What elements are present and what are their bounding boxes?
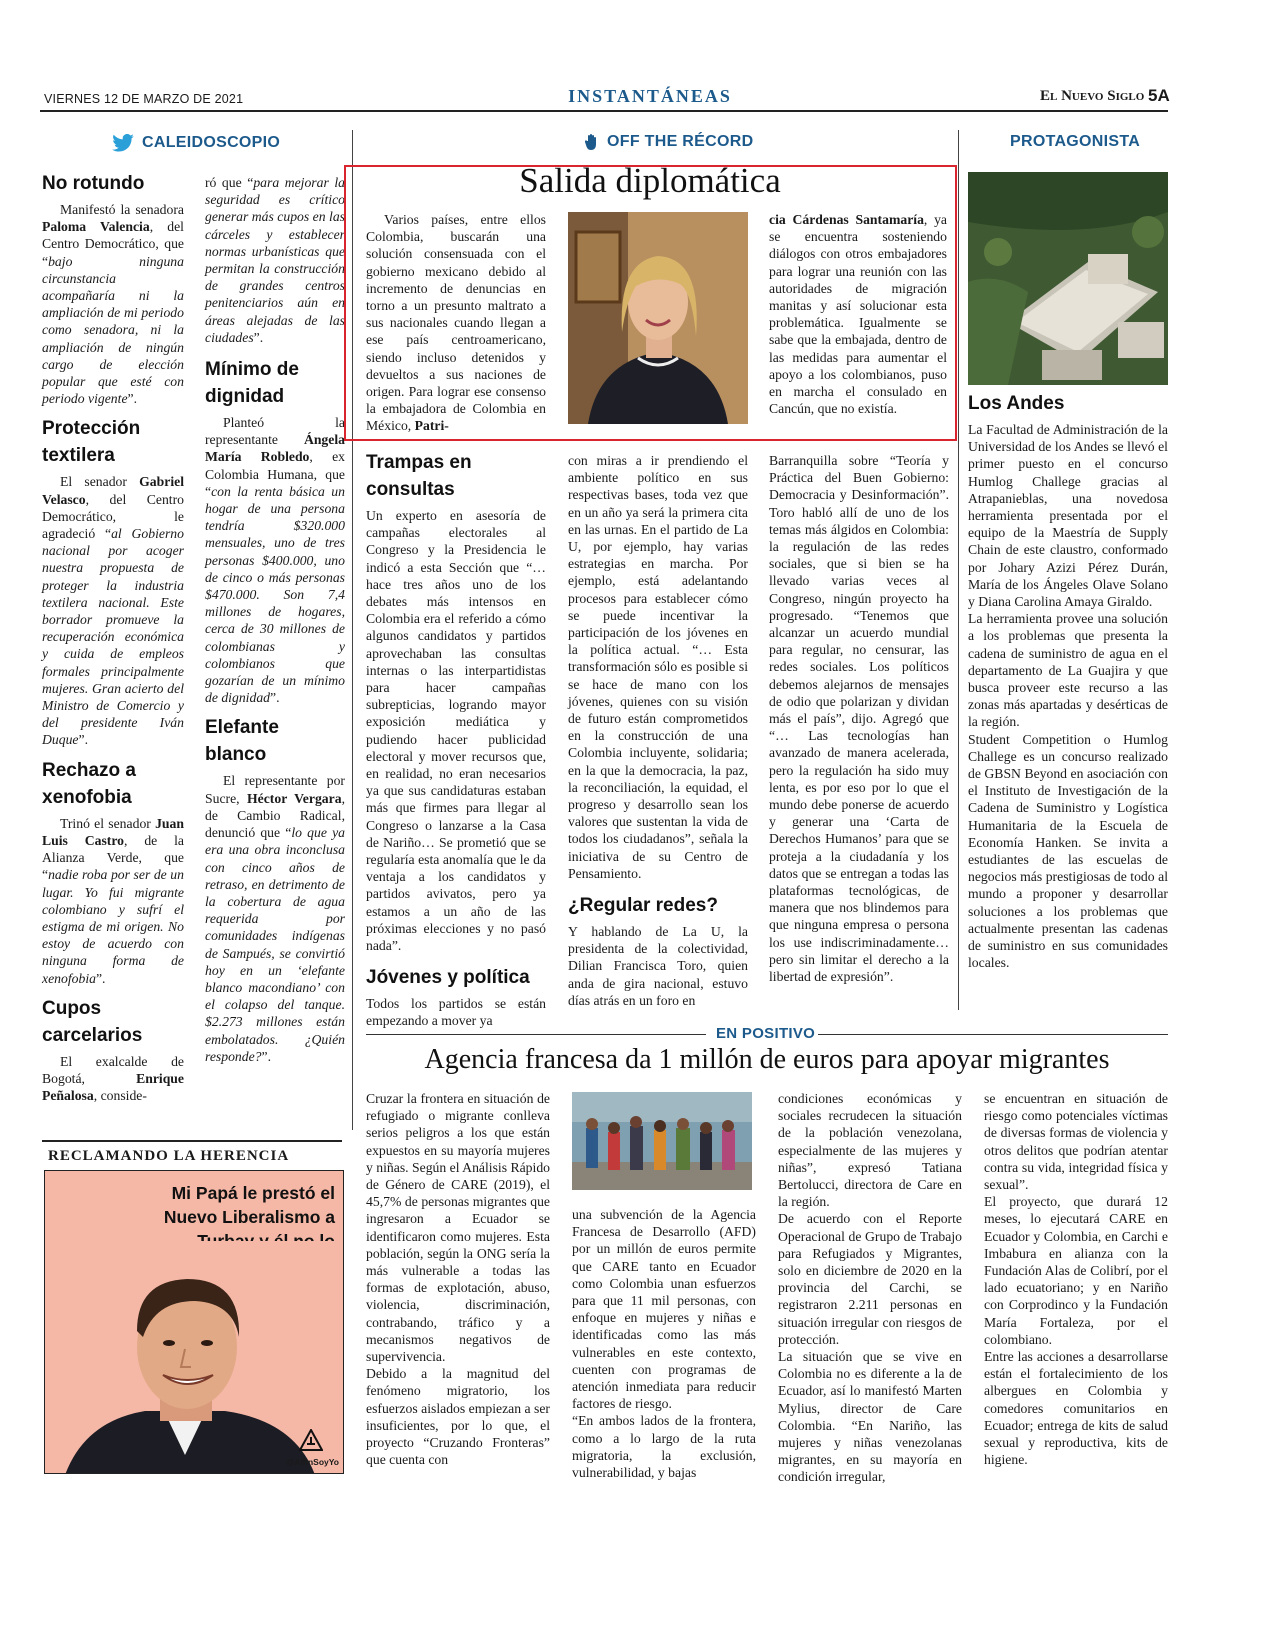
cartoon-rule xyxy=(42,1140,342,1142)
item-text: Manifestó la senadora Paloma Valencia, del Centro Democrático, que “bajo ninguna circunstancia acompañaría ni la ampliación de mi periodo como senadora, ni la ampliación de ningún cargo de elección popular que esté con periodo vigente”. xyxy=(42,202,184,407)
cartoonist-handle: @AlfinSoyYo xyxy=(286,1457,339,1467)
item-heading: ¿Regular redes? xyxy=(568,895,718,917)
item-text: Trinó el senador Juan Luis Castro, de la Alianza Verde, que “nadie roba por ser de un lugar. Yo fui migrante colombiano y sufrí el estigma de mi origen. No estoy de acuerdo con ninguna forma de xenofobia”. xyxy=(42,815,184,986)
item-heading: Trampas en consultas xyxy=(366,452,472,500)
caleidoscopio-col-1 xyxy=(42,170,184,1104)
protagonista-headline: Los Andes xyxy=(968,393,1065,414)
caleidoscopio-label: CALEIDOSCOPIO xyxy=(142,134,281,151)
item-heading: Jóvenes y política xyxy=(366,967,530,989)
ambassador-portrait xyxy=(568,212,748,424)
page-number: 5A xyxy=(1148,86,1170,105)
twitter-icon xyxy=(112,134,134,152)
campus-aerial-image xyxy=(968,172,1168,385)
item-text: con miras a ir prendiendo el ambiente político en sus respectivas bases, toda vez que en un año ya será la primera cita en las urnas. En el partido de La U, por ejemplo, hay varias estrategias en marcha. Por ejemplo, está adelantando procesos para establecer cómo se puede incentivar la participación de los jóvenes en la política actual. “… Esta transformación sólo es posible si se hace de mano con los jóvenes, quienes con su visión de futuro están comprometidos en la construcción de una Colombia incluyente, solidaria; en la que la democracia, la paz, la reconciliación, la equidad, el progreso y desarrollo sean los valores que sustentan la vida de todos los ciudadanos”, señala la iniciativa de su Centro de Pensamiento. xyxy=(568,453,748,881)
protagonista-text: La Facultad de Administración de la Universidad de los Andes se llevó el primer puesto en el concurso Humlog Challege gracias al Atrapanieblas, una novedosa herramienta presentada por el equipo de la Maestría de Supply Chain de este claustro, conformado por Johary Azizi Pérez Durán, María de los Ángeles Olave Solano y Diana Carolina Amaya Giraldo. La herramienta provee una solución a los problemas que presenta la cadena de suministro de agua en el departamento de La Guajira y que busca proveer este recurso a las zonas más apartadas y desérticas de la región. Student Competition o Humlog Challege es un concurso realizado de GBSN Beyond en asociación con el Instituto de Investigación de la Cadena de Suministro y Logística Humanitaria de la Escuela de Economía Hanken. Se invita a estudiantes de las escuelas de negocios más prestigiosas de todo al mundo a proponer y desarrollar soluciones a los problemas que actualmente presentan las cadenas de suministro en sus comunidades locales. xyxy=(968,422,1168,971)
enpositivo-rule-right xyxy=(818,1034,1168,1035)
item-text: El senador Gabriel Velasco, del Centro Democrático, le agradeció “al Gobierno nacional por acoger nuestra propuesta de proteger la industria textilera nacional. Este borrador promueve la recuperación económica y cuida de empleos formales principalmente mujeres. Gran acierto del Ministro de Comercio y del presidente Iván Duque”. xyxy=(42,474,184,748)
item-text: ró que “para mejorar la seguridad es crítico generar más cupos en las cárceles y establecer normas urbanísticas que permitan la construcción de grandes centros penitenciarios aún en áreas alejadas de las ciudades”. xyxy=(205,175,345,345)
enpositivo-col-2: una subvención de la Agencia Francesa de Desarrollo (AFD) por un millón de euros permite que CARE tanto en Ecuador como Colombia unan esfuerzos para que 11 mil personas, con enfoque en mujeres y niñas e identificadas como las más vulnerables en este contexto, cuenten con programas de atención inmediata para reducir factores de riesgo. “En ambos lados de la frontera, como a lo largo de la ruta migratoria, la exclusión, vulnerabilidad, y bajas xyxy=(572,1207,756,1481)
cartoon-quote: Mi Papá le prestó el Nuevo Liberalismo a xyxy=(163,1183,335,1227)
cartoon-title: RECLAMANDO LA HERENCIA xyxy=(48,1148,290,1164)
item-text: Todos los partidos se están empezando a mover ya xyxy=(366,996,546,1029)
protagonista-label: PROTAGONISTA xyxy=(1010,133,1141,150)
section-title: INSTANTÁNEAS xyxy=(568,86,732,106)
hand-icon xyxy=(585,133,599,151)
newspaper-name: El Nuevo Siglo xyxy=(1040,88,1145,104)
enpositivo-col-4: se encuentran en situación de riesgo como potenciales víctimas de diversas formas de violencia y otros delitos que podrían atentar contra su vida, integridad física y sexual”. El proyecto, que durará 12 meses, lo ejecutará CARE en Ecuador y Colombia, en Carchi e Imbabura en alianza con la Fundación Alas de Colibrí, por el lado ecuatoriano; y en Nariño con Corprodinco y la Fundación María Fortaleza, por el colombiano. Entre las acciones a desarrollarse están el fortalecimiento de los albergues en Colombia y comedores comunitarios en Ecuador; entrega de kits de salud sexual y reproductiva, kits de higiene. xyxy=(984,1091,1168,1468)
item-text: Planteó la representante Ángela María Robledo, ex Colombia Humana, que “con la renta básica un hogar de una persona tendría $320.000 mensuales, uno de tres personas $400.000, uno de cinco o más personas $470.000. Son 7,4 millones de hogares, cerca de 30 millones de colombianas y colombianos que gozarían de un mínimo de dignidad”. xyxy=(205,415,345,706)
enpositivo-col-3: condiciones económicas y sociales recrudecen la situación de la población venezolana, especialmente de las mujeres y niñas”, expresó Tatiana Bertolucci, directora de Care en la región. De acuerdo con el Reporte Operacional de Grupo de Trabajo para Refugiados y Migrantes, solo en diciembre de 2020 en la provincia del Carchi, se registraron 2.211 personas en situación irregular con riesgos de protección. La situación que se vive en Colombia no es diferente a la de Ecuador, así lo manifestó Marten Mylius, director de Care Colombia. “En Nariño, las mujeres y niñas venezolanas migrantes, en su mayoría en condición irregular, xyxy=(778,1091,962,1485)
item-heading: Elefante blanco xyxy=(205,717,279,766)
item-heading: Rechazo a xenofobia xyxy=(42,759,136,808)
item-heading: No rotundo xyxy=(42,173,145,194)
offrecord-header xyxy=(585,133,753,151)
enpositivo-label: EN POSITIVO xyxy=(716,1025,816,1042)
item-heading: Protección textilera xyxy=(42,418,141,467)
migrants-photo xyxy=(572,1092,752,1190)
offrecord-col-2 xyxy=(568,452,748,1009)
item-text: Un experto en asesoría de campañas electorales al Congreso y la Presidencia le indicó a esta Sección que “… hace tres años uno de los debates más intensos en Colombia era el referido a cómo algunos candidatos y partidos aprovechaban las consultas internas o las interpartidistas para hacer campañas subrepticias, logrando mayor exposición mediática y pudiendo hacer publicidad electoral y mover recursos que, en realidad, no eran necesarios ya que sus candidaturas estaban más que firmes para llegar al Congreso o lanzarse a la Casa de Nariño… Se prometió que se regularía esta anomalía que le da ventaja a los candidatos y partidos avivatos, pero ya estamos a un año de las próximas elecciones y no pasó nada”. xyxy=(366,508,546,954)
header-rule xyxy=(40,110,1168,112)
enpositivo-col-1: Cruzar la frontera en situación de refugiado o migrante conlleva serios peligros a los que están expuestos en su mayoría mujeres y niñas. Según el Análisis Rápido de Género de CARE (2019), el 45,7% de personas migrantes que ingresaron a Ecuador se identificaron como mujeres. Esta población, según la ONG sería la más vulnerable a todas las formas de explotación, abuso, violencia, discriminación, contrabando, tráfico y a mecanismos negativos de supervivencia. Debido a la magnitud del fenómeno migratorio, los esfuerzos aislados empiezan a ser insuficientes, por lo que, el proyecto “Cruzando Fronteras” que cuenta con xyxy=(366,1091,551,1468)
enpositivo-headline: Agencia francesa da 1 millón de euros para apoyar migrantes xyxy=(424,1044,1110,1075)
item-heading: Mínimo de dignidad xyxy=(205,359,299,408)
offrecord-headline: Salida diplomática xyxy=(519,161,781,200)
caleidoscopio-header xyxy=(112,134,280,152)
caleidoscopio-col-2 xyxy=(205,174,345,1065)
cartoonist-logo-icon xyxy=(299,1429,323,1451)
column-rule xyxy=(958,130,959,1010)
offrecord-label: OFF THE RÉCORD xyxy=(607,133,754,150)
item-heading: Cupos carcelarios xyxy=(42,997,143,1046)
enpositivo-rule-left xyxy=(366,1034,706,1035)
offrecord-lead-col1: Varios países, entre ellos Colombia, buscarán una solución consensuada con el gobierno mexicano debido al incremento de denuncias en torno a un presunto maltrato a sus nacionales cuando llegan a ese país centroamericano, siendo incluso detenidos y devueltos a sus naciones de origen. Para lograr ese consenso la embajadora de Colombia en México, Patri- xyxy=(366,212,546,434)
item-text: Barranquilla sobre “Teoría y Práctica del Buen Gobierno: Democracia y Desinformación”. Toro habló allí de uno de los temas más álgidos en Colombia: la regulación de las redes sociales, que si bien se ha llevado varias veces al Congreso, ningún proyecto ha progresado. “Tenemos que alcanzar un acuerdo mundial para regular, no censurar, las redes sociales. Los políticos debemos alejarnos de mensajes de odio que polarizan y dividan más el país”, dijo. Agregó que “… Las tecnologías han avanzado de manera acelerada, pero la regulación ha sido muy lenta, es por eso por lo que el mundo debe ponerse de acuerdo y generar una ‘Carta de Derechos Humanos’ para que se proteja a la ciudadanía y los datos que se entregan a todas las plataformas tecnológicas, de manera que nos blindemos para que ninguna empresa o persona los use indiscriminadamente… pero sin limitar el derecho a la libertad de expresión”. xyxy=(769,453,949,985)
issue-date: VIERNES 12 DE MARZO DE 2021 xyxy=(44,92,244,106)
item-text: Y hablando de La U, la presidenta de la colectividad, Dilian Francisca Toro, quien anda de gira nacional, estuvo días atrás en un foro en xyxy=(568,924,748,1008)
offrecord-lead-col2: cia Cárdenas Santamaría, ya se encuentra sosteniendo diálogos con otros embajadores para lograr una reunión con las autoridades de migración manitas y así solucionar esta problemática. Igualmente se sabe que la embajada, dentro de las medidas para aumentar el apoyo a los colombianos, puso en marcha el consulado en Cancún, que no existía. xyxy=(769,212,948,417)
ambassador-photo xyxy=(568,212,748,424)
migrants-image xyxy=(572,1092,752,1190)
campus-photo xyxy=(968,172,1168,385)
cartoon-panel xyxy=(44,1170,344,1474)
offrecord-col-3 xyxy=(769,452,949,985)
item-text: El representante por Sucre, Héctor Vergara, de Cambio Radical, denunció que “lo que ya era una obra inconclusa con cinco años de retraso, en detrimento de la cobertura de agua requerida por comunidades indígenas de Sampués, se convirtió hoy en un ‘elefante blanco macondiano’ con el colapso del tanque. $2.273 millones están embolatados. ¿Quién responde?”. xyxy=(205,773,345,1064)
offrecord-col-1 xyxy=(366,449,546,1030)
item-text: El exalcalde de Bogotá, Enrique Peñalosa, conside- xyxy=(42,1053,184,1104)
